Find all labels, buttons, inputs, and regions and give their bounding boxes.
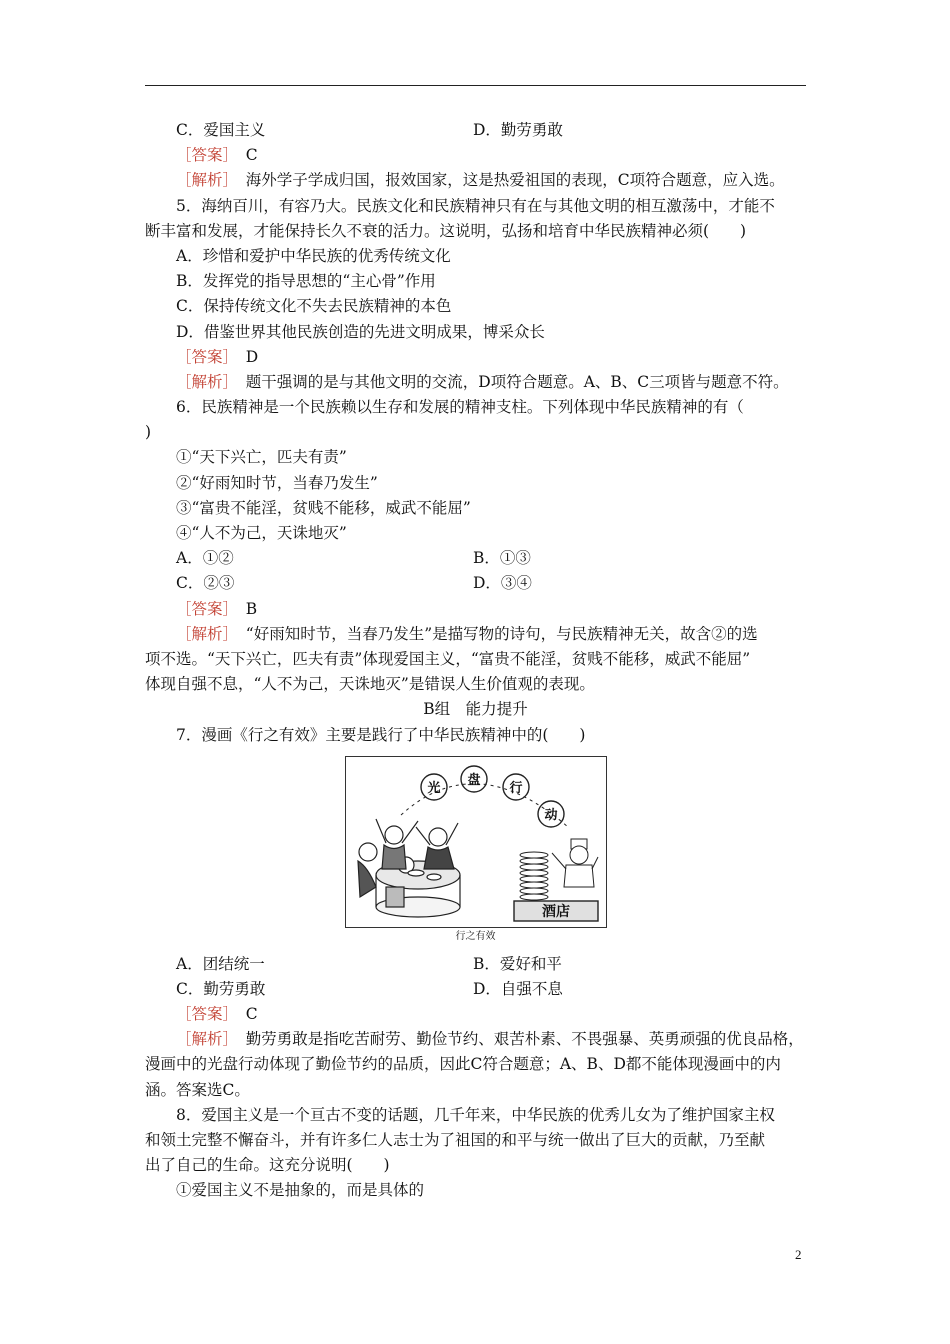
q6-options-cd [145, 571, 806, 596]
analysis-tag: ［解析］ [176, 624, 231, 643]
q6-option-b: B．①③ [473, 549, 531, 568]
analysis-text: 题干强调的是与其他文明的交流，D项符合题意。A、B、C三项皆与题意不符。 [230, 372, 789, 391]
q7-answer [145, 1002, 806, 1027]
analysis-text: 海外学子学成归国，报效国家，这是热爱祖国的表现，C项符合题意，应入选。 [230, 171, 785, 190]
q4-analysis [145, 168, 806, 193]
answer-tag: ［答案］ [176, 146, 231, 165]
q6-option-a: A．①② [176, 549, 234, 568]
bubble-text-4: 动 [543, 807, 558, 823]
q6-analysis-line-2: 项不选。“天下兴亡，匹夫有责”体现爱国主义，“富贵不能淫，贫贱不能移，威武不能屈” [145, 649, 751, 668]
q8-stem-line-3: 出了自己的生命。这充分说明( ) [145, 1156, 390, 1175]
answer-tag: ［答案］ [176, 347, 231, 366]
q6-analysis-line-1 [145, 622, 806, 647]
answer-text: D [230, 347, 259, 366]
q6-item-2: ②“好雨知时节，当春乃发生” [176, 473, 378, 492]
bubble-text-3: 行 [508, 780, 523, 796]
q5-answer [145, 345, 806, 370]
answer-text: C [230, 1005, 258, 1024]
q4-option-c: C．爱国主义 [176, 121, 266, 139]
analysis-text: “好雨知时节，当春乃发生”是描写物的诗句，与民族精神无关，故含②的选 [230, 624, 758, 643]
q7-option-b: B．爱好和平 [473, 954, 562, 973]
hotel-sign-text: 酒店 [541, 903, 570, 920]
q4-answer [145, 143, 806, 168]
q8-stem-line-2: 和领土完整不懈奋斗，并有许多仁人志士为了祖国的和平与统一做出了巨大的贡献，乃至献 [145, 1131, 766, 1149]
q6-stem-line-1: 6．民族精神是一个民族赖以生存和发展的精神支柱。下列体现中华民族精神的有（ [176, 398, 744, 417]
q6-analysis-line-3: 体现自强不息，“人不为己，天诛地灭”是错误人生价值观的表现。 [145, 675, 595, 694]
q5-option-c: C．保持传统文化不失去民族精神的本色 [176, 297, 452, 316]
q7-options-ab [145, 952, 806, 977]
cartoon-figure [345, 756, 607, 928]
q5-stem-line-1: 5．海纳百川，有容乃大。民族文化和民族精神只有在与其他文明的相互激荡中，才能不 [176, 196, 775, 215]
plates-and-chef [520, 839, 598, 900]
q6-options-ab [145, 546, 806, 571]
bubble-text-2: 盘 [466, 772, 481, 788]
cartoon-illustration [346, 757, 605, 926]
q6-option-d: D．③④ [473, 574, 532, 593]
page-number: 2 [795, 1247, 802, 1262]
answer-tag: ［答案］ [176, 599, 231, 618]
analysis-tag: ［解析］ [176, 171, 231, 190]
q7-options-cd [145, 977, 806, 1002]
q7-option-c: C．勤劳勇敢 [176, 979, 266, 998]
diners-group [358, 819, 460, 917]
q4-option-d: D．勤劳勇敢 [473, 121, 563, 139]
q5-analysis [145, 370, 806, 395]
q6-item-1: ①“天下兴亡，匹夫有责” [176, 448, 347, 467]
analysis-text: 勤劳勇敢是指吃苦耐劳、勤俭节约、艰苦朴素、不畏强暴、英勇顽强的优良品格， [230, 1030, 804, 1049]
q6-item-3: ③“富贵不能淫，贫贱不能移，威武不能屈” [176, 498, 471, 517]
bubble-text-1: 光 [426, 780, 441, 796]
answer-tag: ［答案］ [176, 1005, 231, 1024]
q5-stem-line-2: 断丰富和发展，才能保持长久不衰的活力。这说明，弘扬和培育中华民族精神必须( ) [145, 221, 747, 240]
page-content [145, 118, 806, 1204]
q8-item-1: ①爱国主义不是抽象的，而是具体的 [176, 1181, 425, 1200]
q7-analysis-line-1 [145, 1027, 806, 1052]
answer-text: B [230, 599, 258, 618]
q5-option-d: D．借鉴世界其他民族创造的先进文明成果，博采众长 [176, 322, 545, 341]
q6-item-4: ④“人不为己，天诛地灭” [176, 524, 347, 542]
answer-text: C [230, 146, 258, 165]
q4-options-cd [145, 118, 806, 143]
analysis-tag: ［解析］ [176, 372, 231, 391]
q7-stem: 7．漫画《行之有效》主要是践行了中华民族精神中的( ) [176, 725, 586, 744]
q5-option-a: A．珍惜和爱护中华民族的优秀传统文化 [176, 246, 451, 265]
header-rule [145, 85, 806, 86]
q7-analysis-line-3: 涵。答案选C。 [145, 1080, 250, 1099]
q6-option-c: C．②③ [176, 574, 235, 593]
figure-caption: 行之有效 [455, 930, 496, 942]
q5-option-b: B．发挥党的指导思想的“主心骨”作用 [176, 272, 436, 291]
analysis-tag: ［解析］ [176, 1030, 231, 1049]
q7-option-a: A．团结统一 [176, 954, 265, 973]
section-heading: B组 能力提升 [423, 700, 528, 719]
q6-answer [145, 597, 806, 622]
q6-stem-line-2: ) [145, 423, 152, 442]
q8-stem-line-1: 8．爱国主义是一个亘古不变的话题，几千年来，中华民族的优秀儿女为了维护国家主权 [176, 1105, 775, 1124]
q7-analysis-line-2: 漫画中的光盘行动体现了勤俭节约的品质，因此C符合题意；A、B、D都不能体现漫画中的内 [145, 1055, 781, 1074]
q7-option-d: D．自强不息 [473, 979, 563, 998]
